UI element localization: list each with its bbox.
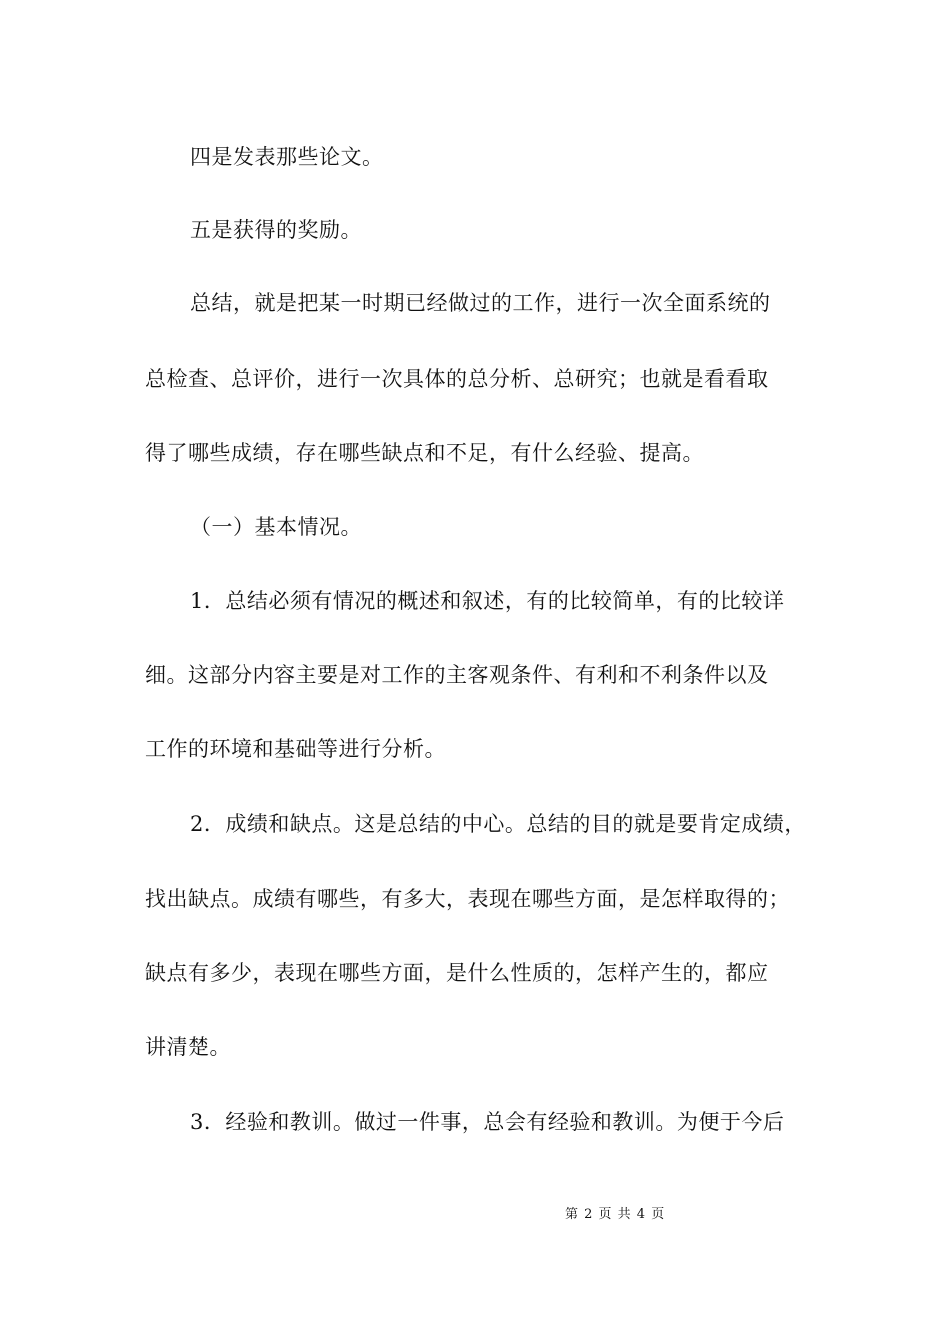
paragraph-line: 3．经验和教训。做过一件事，总会有经验和教训。为便于今后	[190, 1110, 785, 1134]
paragraph-line: 2．成绩和缺点。这是总结的中心。总结的目的就是要肯定成绩，	[190, 812, 806, 836]
paragraph-line: 五是获得的奖励。	[190, 218, 362, 242]
paragraph-line: 四是发表那些论文。	[190, 145, 384, 169]
section-heading: （一）基本情况。	[190, 515, 362, 539]
paragraph-line: 细。这部分内容主要是对工作的主客观条件、有利和不利条件以及	[145, 663, 769, 687]
paragraph-line: 总检查、总评价，进行一次具体的总分析、总研究；也就是看看取	[145, 367, 769, 391]
paragraph-line: 讲清楚。	[145, 1035, 231, 1059]
paragraph-line: 总结，就是把某一时期已经做过的工作，进行一次全面系统的	[190, 291, 771, 315]
page-number: 第 2 页 共 4 页	[565, 1207, 666, 1222]
paragraph-line: 1．总结必须有情况的概述和叙述，有的比较简单，有的比较详	[190, 589, 785, 613]
paragraph-line: 得了哪些成绩，存在哪些缺点和不足，有什么经验、提高。	[145, 441, 704, 465]
paragraph-line: 找出缺点。成绩有哪些，有多大，表现在哪些方面，是怎样取得的；	[145, 887, 790, 911]
paragraph-line: 缺点有多少，表现在哪些方面，是什么性质的，怎样产生的，都应	[145, 961, 769, 985]
paragraph-line: 工作的环境和基础等进行分析。	[145, 737, 446, 761]
